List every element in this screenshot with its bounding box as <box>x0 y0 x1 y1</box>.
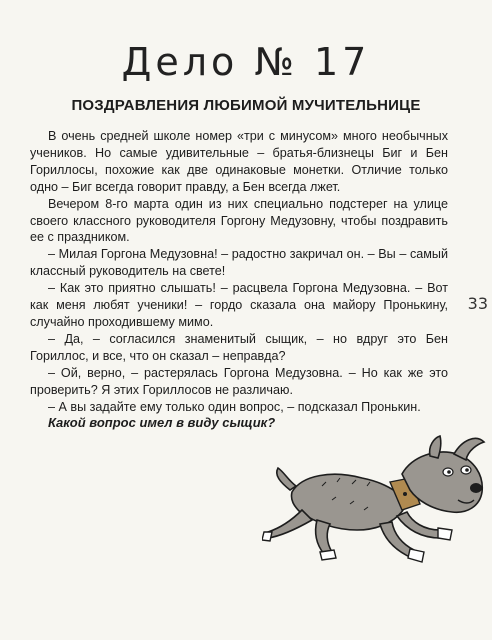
story-text <box>30 128 448 415</box>
page-number: 33 <box>467 294 488 313</box>
paragraph: – А вы задайте ему только один вопрос, – подсказал Пронькин. <box>48 399 421 414</box>
paragraph: Вечером 8-го марта один из них специально подстерег на улице своего классного руководителя Горгону Медузовну, чтобы поздравить ее с праздником. <box>30 196 448 245</box>
paragraph: – Милая Горгона Медузовна! – радостно закричал он. – Вы – самый классный руководитель на свете! <box>30 247 448 279</box>
case-title: Дело № 17 <box>121 40 371 84</box>
paragraph: – Ой, верно, – растерялась Горгона Медузовна. – Но как же это проверить? Я этих Гориллосов не различаю. <box>30 365 448 397</box>
puzzle-question: Какой вопрос имел в виду сыщик? <box>48 415 276 430</box>
paragraph: – Как это приятно слышать! – расцвела Горгона Медузовна. – Вот как меня любят ученики! – гордо сказала она майору Пронькину, случайно проходившему мимо. <box>30 281 448 329</box>
dog-illustration <box>262 420 492 590</box>
paragraph: – Да, – согласился знаменитый сыщик, – но вдруг это Бен Гориллос, и все, что он сказал – неправда? <box>30 331 448 363</box>
paragraph: В очень средней школе номер «три с минусом» много необычных учеников. Но самые удивительные – братья-близнецы Биг и Бен Гориллосы, похожие как две одинаковые монетки. Отличие только одно – Биг всегда говорит правду, а Бен всегда лжет. <box>30 129 448 194</box>
case-subtitle: ПОЗДРАВЛЕНИЯ ЛЮБИМОЙ МУЧИТЕЛЬНИЦЕ <box>71 97 421 114</box>
